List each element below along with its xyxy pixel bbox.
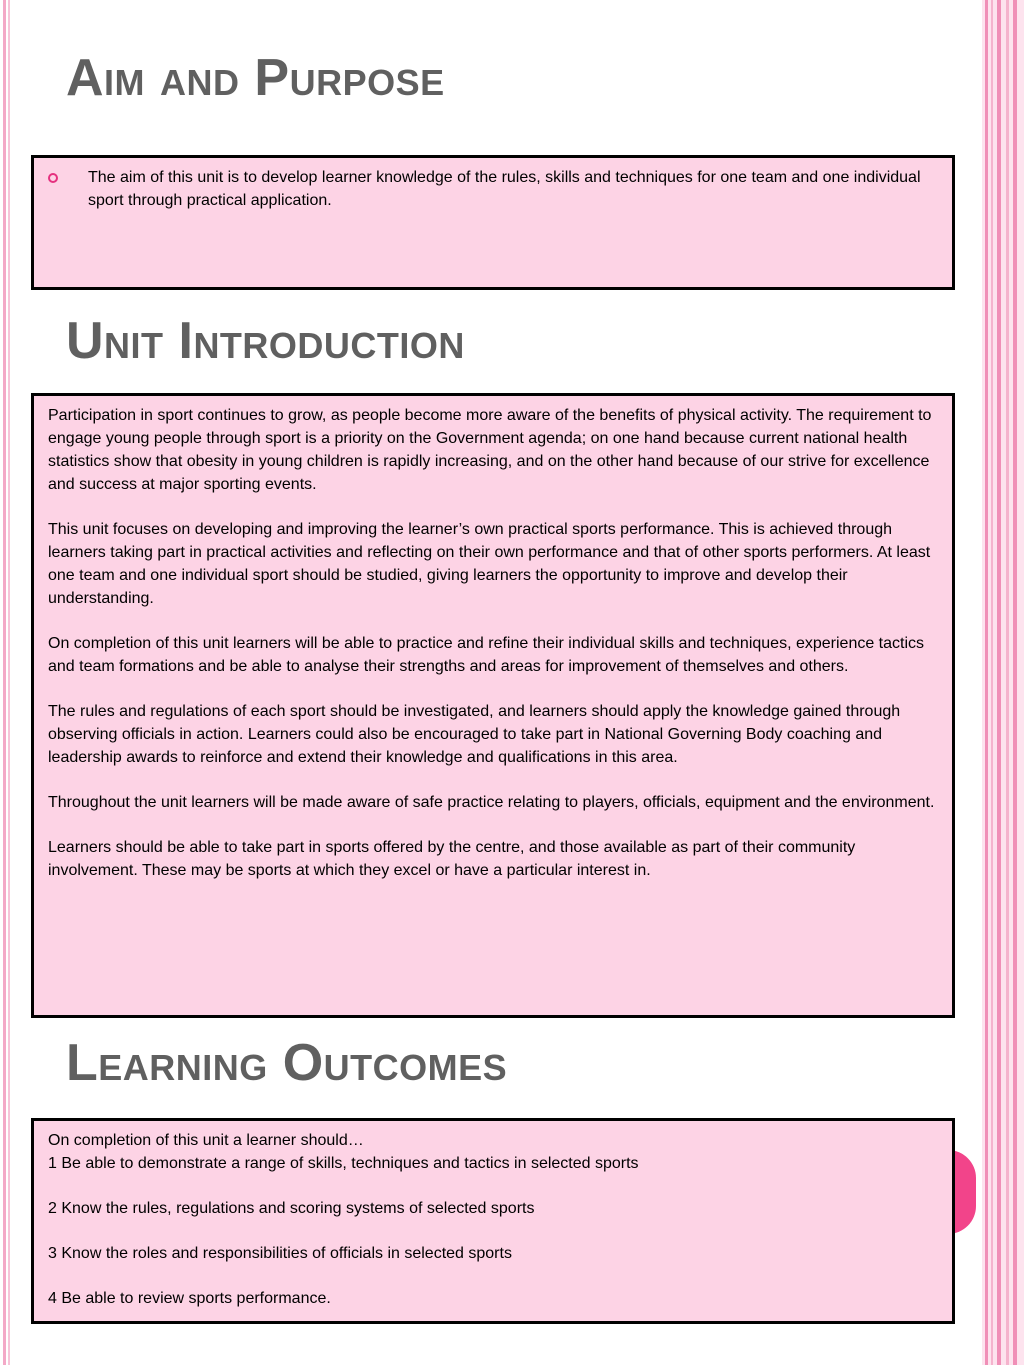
- outcome-item: 2 Know the rules, regulations and scoring systems of selected sports: [48, 1200, 535, 1217]
- intro-paragraph: Throughout the unit learners will be made aware of safe practice relating to players, officials, equipment and the environment.: [48, 794, 935, 811]
- intro-heading: Unit Introduction: [66, 312, 465, 370]
- right-border-panel: [982, 0, 1024, 1365]
- intro-paragraph: On completion of this unit learners will be able to practice and refine their individual skills and techniques, experience tactics and team formations and be able to analyse their strengths and areas for improvement of themselves and others.: [48, 635, 925, 675]
- right-border-stripe: [1013, 0, 1017, 1365]
- outcome-item: 3 Know the roles and responsibilities of officials in selected sports: [48, 1245, 512, 1262]
- outcomes-lead: On completion of this unit a learner should…: [48, 1132, 364, 1149]
- outcome-item: 4 Be able to review sports performance.: [48, 1290, 331, 1307]
- right-border-stripe: [997, 0, 1001, 1365]
- intro-paragraph: Participation in sport continues to grow, as people become more aware of the benefits of physical activity. The requirement to engage young people through sport is a priority on the Government agenda; on one hand because current national health statistics show that obesity in young children is rapidly increasing, and on the other hand because of our strive for excellence and success at major sporting events.: [48, 407, 932, 493]
- intro-paragraph: Learners should be able to take part in sports offered by the centre, and those available as part of their community involvement. These may be sports at which they excel or have a particular interest in.: [48, 839, 856, 879]
- left-border-stripe: [3, 0, 6, 1365]
- right-border-stripe: [985, 0, 988, 1365]
- aim-bullet-item: [48, 166, 932, 212]
- outcomes-box: [31, 1118, 955, 1324]
- outcome-item: 1 Be able to demonstrate a range of skills, techniques and tactics in selected sports: [48, 1155, 639, 1172]
- outcomes-heading: Learning Outcomes: [66, 1034, 508, 1092]
- aim-box: [31, 155, 955, 290]
- intro-paragraph: This unit focuses on developing and improving the learner’s own practical sports performance. This is achieved through learners taking part in practical activities and reflecting on their own performance and that of other sports performers. At least one team and one individual sport should be studied, giving learners the opportunity to improve and develop their understanding.: [48, 521, 931, 607]
- aim-heading: Aim and Purpose: [66, 49, 445, 107]
- right-border-stripe: [1006, 0, 1009, 1365]
- right-border-stripe: [991, 0, 993, 1365]
- intro-paragraph: The rules and regulations of each sport should be investigated, and learners should apply the knowledge gained through observing officials in action. Learners could also be encouraged to take part in National Governing Body coaching and leadership awards to reinforce and extend their knowledge and qualifications in this area.: [48, 703, 901, 766]
- aim-text: The aim of this unit is to develop learner knowledge of the rules, skills and techniques for one team and one individual sport through practical application.: [88, 169, 921, 209]
- intro-box: [31, 393, 955, 1018]
- bullet-circle-icon: [48, 173, 58, 183]
- left-border-stripe-inner: [8, 0, 10, 1365]
